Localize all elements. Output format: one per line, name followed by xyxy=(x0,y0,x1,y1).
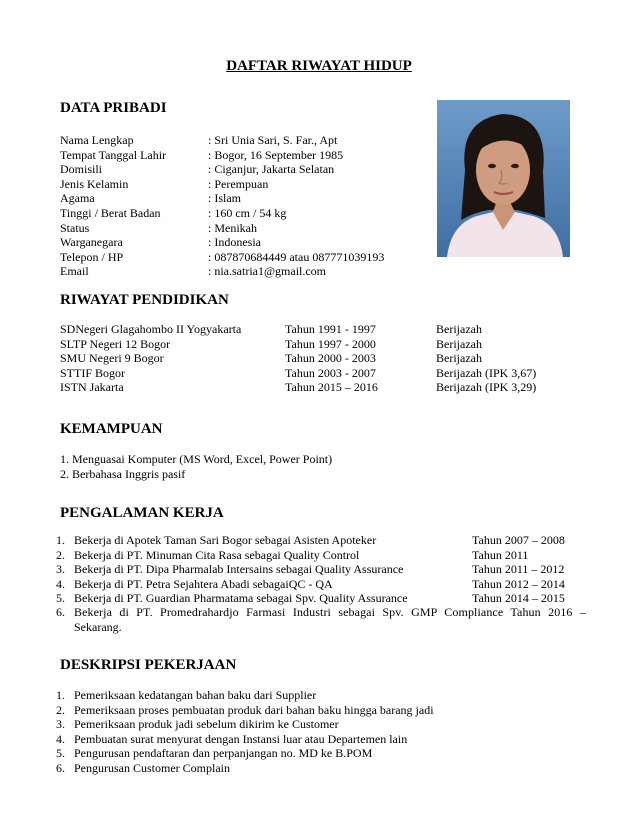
education-year: Tahun 1997 - 2000 xyxy=(285,336,376,351)
job-desc-number: 3. xyxy=(56,717,65,732)
section-heading-kemampuan: KEMAMPUAN xyxy=(60,421,163,437)
section-heading-riwayat-pendidikan: RIWAYAT PENDIDIKAN xyxy=(60,292,229,308)
personal-field-value: : Islam xyxy=(208,191,241,206)
education-year: Tahun 2015 – 2016 xyxy=(285,380,378,395)
education-certificate: Berijazah (IPK 3,29) xyxy=(436,380,537,395)
education-school: ISTN Jakarta xyxy=(60,380,124,395)
work-item-year: Tahun 2012 – 2014 xyxy=(472,576,565,591)
work-item-text: Bekerja di PT. Guardian Pharmatama sebagai Spv. Quality Assurance xyxy=(74,591,408,606)
education-year: Tahun 2000 - 2003 xyxy=(285,351,376,366)
personal-field-label: Tinggi / Berat Badan xyxy=(60,206,161,220)
personal-field-value: : nia.satria1@gmail.com xyxy=(208,264,327,279)
portrait-image xyxy=(437,100,570,257)
personal-field-label: Domisili xyxy=(60,162,103,177)
work-item-text: Bekerja di PT. Dipa Pharmalab Intersains sebagai Quality Assurance xyxy=(74,562,404,577)
job-desc-text: Pembuatan surat menyurat dengan Instansi luar atau Departemen lain xyxy=(74,731,408,746)
personal-field-label: Warganegara xyxy=(60,235,123,250)
education-school: SMU Negeri 9 Bogor xyxy=(60,351,164,366)
work-item-number: 2. xyxy=(56,547,65,562)
work-item-year: Tahun 2007 – 2008 xyxy=(472,533,565,547)
education-certificate: Berijazah xyxy=(436,322,482,336)
education-year: Tahun 2003 - 2007 xyxy=(285,365,376,380)
job-desc-number: 4. xyxy=(56,731,65,746)
job-desc-text: Pemeriksaan produk jadi sebelum dikirim ke Customer xyxy=(74,717,339,732)
education-certificate: Berijazah xyxy=(436,351,482,366)
work-item-number: 3. xyxy=(56,562,65,577)
work-item-number: 5. xyxy=(56,591,65,606)
personal-field-value: : Indonesia xyxy=(208,235,261,250)
education-certificate: Berijazah xyxy=(436,336,482,351)
education-school: STTIF Bogor xyxy=(60,365,126,380)
job-desc-number: 2. xyxy=(56,702,65,717)
education-school: SDNegeri Glagahombo II Yogyakarta xyxy=(60,322,242,336)
job-desc-text: Pemeriksaan kedatangan bahan baku dari Supplier xyxy=(74,688,317,702)
personal-field-value: : Ciganjur, Jakarta Selatan xyxy=(208,162,335,177)
education-year: Tahun 1991 - 1997 xyxy=(285,322,376,336)
personal-field-label: Telepon / HP xyxy=(60,249,124,264)
work-item-number: 1. xyxy=(56,533,65,547)
job-desc-number: 5. xyxy=(56,746,65,761)
personal-field-label: Tempat Tanggal Lahir xyxy=(60,147,167,162)
work-item-year: Tahun 2014 – 2015 xyxy=(472,591,565,606)
personal-field-value: : Menikah xyxy=(208,220,257,235)
personal-field-label: Jenis Kelamin xyxy=(60,176,129,191)
work-item-text: Bekerja di Apotek Taman Sari Bogor sebagai Asisten Apoteker xyxy=(74,533,377,547)
page-title: DAFTAR RIWAYAT HIDUP xyxy=(226,58,412,74)
job-desc-text: Pemeriksaan proses pembuatan produk dari bahan baku hingga barang jadi xyxy=(74,702,434,717)
personal-field-label: Nama Lengkap xyxy=(60,133,134,147)
job-desc-number: 6. xyxy=(56,761,65,775)
personal-field-value: : Sri Unia Sari, S. Far., Apt xyxy=(208,133,338,147)
job-desc-text: Pengurusan Customer Complain xyxy=(74,761,230,775)
work-item-text: Bekerja di PT. Promedrahardjo Farmasi Industri sebagai Spv. GMP Compliance Tahun 2016 – xyxy=(74,605,586,619)
profile-photo xyxy=(437,100,570,257)
personal-field-value: : 087870684449 atau 087771039193 xyxy=(208,249,385,264)
work-item-number: 4. xyxy=(56,576,65,591)
section-heading-deskripsi-pekerjaan: DESKRIPSI PEKERJAAN xyxy=(60,657,237,673)
personal-field-label: Status xyxy=(60,220,90,235)
skill-item: 2. Berbahasa Inggris pasif xyxy=(60,466,186,481)
work-item-year: Tahun 2011 xyxy=(472,547,529,562)
work-item-text-continued: Sekarang. xyxy=(74,620,122,634)
personal-field-label: Email xyxy=(60,264,89,279)
personal-field-value: : 160 cm / 54 kg xyxy=(208,206,287,220)
section-heading-data-pribadi: DATA PRIBADI xyxy=(60,100,167,116)
job-desc-text: Pengurusan pendaftaran dan perpanjangan no. MD ke B.POM xyxy=(74,746,373,761)
section-heading-pengalaman-kerja: PENGALAMAN KERJA xyxy=(60,505,224,521)
education-certificate: Berijazah (IPK 3,67) xyxy=(436,365,537,380)
education-school: SLTP Negeri 12 Bogor xyxy=(60,336,171,351)
work-item-number: 6. xyxy=(56,605,65,619)
work-item-text: Bekerja di PT. Petra Sejahtera Abadi sebagaiQC - QA xyxy=(74,576,333,591)
personal-field-value: : Perempuan xyxy=(208,176,269,191)
personal-field-label: Agama xyxy=(60,191,95,206)
job-desc-number: 1. xyxy=(56,688,65,702)
work-item-text: Bekerja di PT. Minuman Cita Rasa sebagai Quality Control xyxy=(74,547,360,562)
skill-item: 1. Menguasai Komputer (MS Word, Excel, Power Point) xyxy=(60,452,333,466)
work-item-year: Tahun 2011 – 2012 xyxy=(472,562,565,577)
personal-field-value: : Bogor, 16 September 1985 xyxy=(208,147,344,162)
